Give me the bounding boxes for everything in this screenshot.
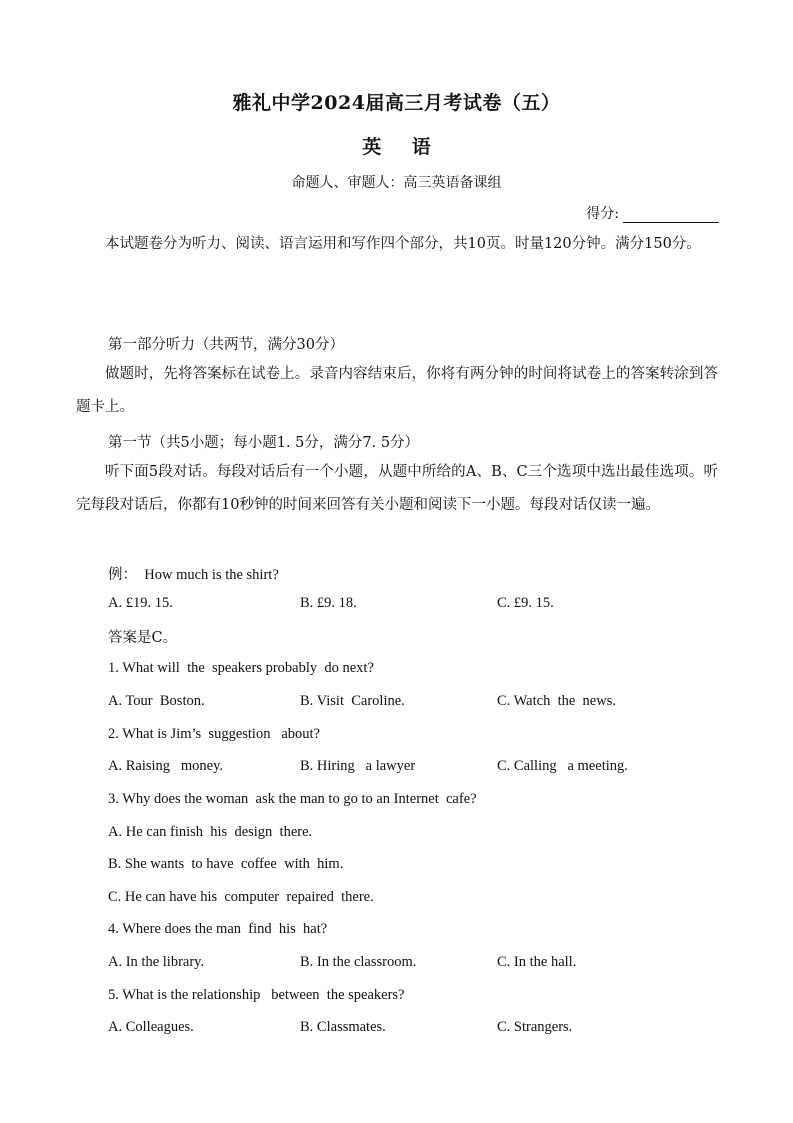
question-2: 2. What is Jim’s suggestion about? xyxy=(108,726,320,742)
score-label: 得分: xyxy=(586,206,619,222)
q2-option-c: C. Calling a meeting. xyxy=(497,758,628,774)
q3-option-a: A. He can finish his design there. xyxy=(108,824,313,840)
exam-title: 雅礼中学2024届高三月考试卷（五） xyxy=(232,92,561,114)
q3-option-b: B. She wants to have coffee with him. xyxy=(108,856,344,872)
example-option-a: A. £19. 15. xyxy=(108,595,173,611)
q4-option-c: C. In the hall. xyxy=(497,954,577,970)
score-field xyxy=(586,203,719,223)
subject-title: 英 语 xyxy=(362,136,443,158)
q1-option-b: B. Visit Caroline. xyxy=(300,693,405,709)
question-3: 3. Why does the woman ask the man to go to an Internet cafe? xyxy=(108,791,477,807)
part1-heading: 第一部分听力（共两节，满分30分） xyxy=(108,337,344,353)
q5-option-c: C. Strangers. xyxy=(497,1019,573,1035)
q1-option-c: C. Watch the news. xyxy=(497,693,616,709)
q2-option-b: B. Hiring a lawyer xyxy=(300,758,416,774)
q2-option-a: A. Raising money. xyxy=(108,758,224,774)
q1-option-a: A. Tour Boston. xyxy=(108,693,205,709)
example-option-b: B. £9. 18. xyxy=(300,595,357,611)
score-blank xyxy=(623,206,719,223)
q5-option-b: B. Classmates. xyxy=(300,1019,386,1035)
example-option-c: C. £9. 15. xyxy=(497,595,554,611)
q3-option-c: C. He can have his computer repaired there. xyxy=(108,889,374,905)
authors-line: 命题人、审题人：高三英语备课组 xyxy=(291,175,502,191)
question-5: 5. What is the relationship between the speakers? xyxy=(108,987,405,1003)
q4-option-a: A. In the library. xyxy=(108,954,205,970)
question-4: 4. Where does the man find his hat? xyxy=(108,921,328,937)
question-1: 1. What will the speakers probably do next? xyxy=(108,660,374,676)
q5-option-a: A. Colleagues. xyxy=(108,1019,194,1035)
example-answer: 答案是C。 xyxy=(108,630,178,646)
part1-instructions: 做题时，先将答案标在试卷上。录音内容结束后，你将有两分钟的时间将试卷上的答案转涂到答题卡上。 xyxy=(76,366,718,415)
example-question: 例： How much is the shirt? xyxy=(108,567,279,583)
q4-option-b: B. In the classroom. xyxy=(300,954,417,970)
intro-paragraph: 本试题卷分为听力、阅读、语言运用和写作四个部分，共10页。时量120分钟。满分150分。 xyxy=(105,236,701,252)
section1-instructions: 听下面5段对话。每段对话后有一个小题，从题中所给的A、B、C三个选项中选出最佳选项。听完每段对话后，你都有10秒钟的时间来回答有关小题和阅读下一小题。每段对话仅读一遍。 xyxy=(76,464,718,513)
section1-heading: 第一节（共5小题；每小题1. 5分，满分7. 5分） xyxy=(108,435,420,451)
